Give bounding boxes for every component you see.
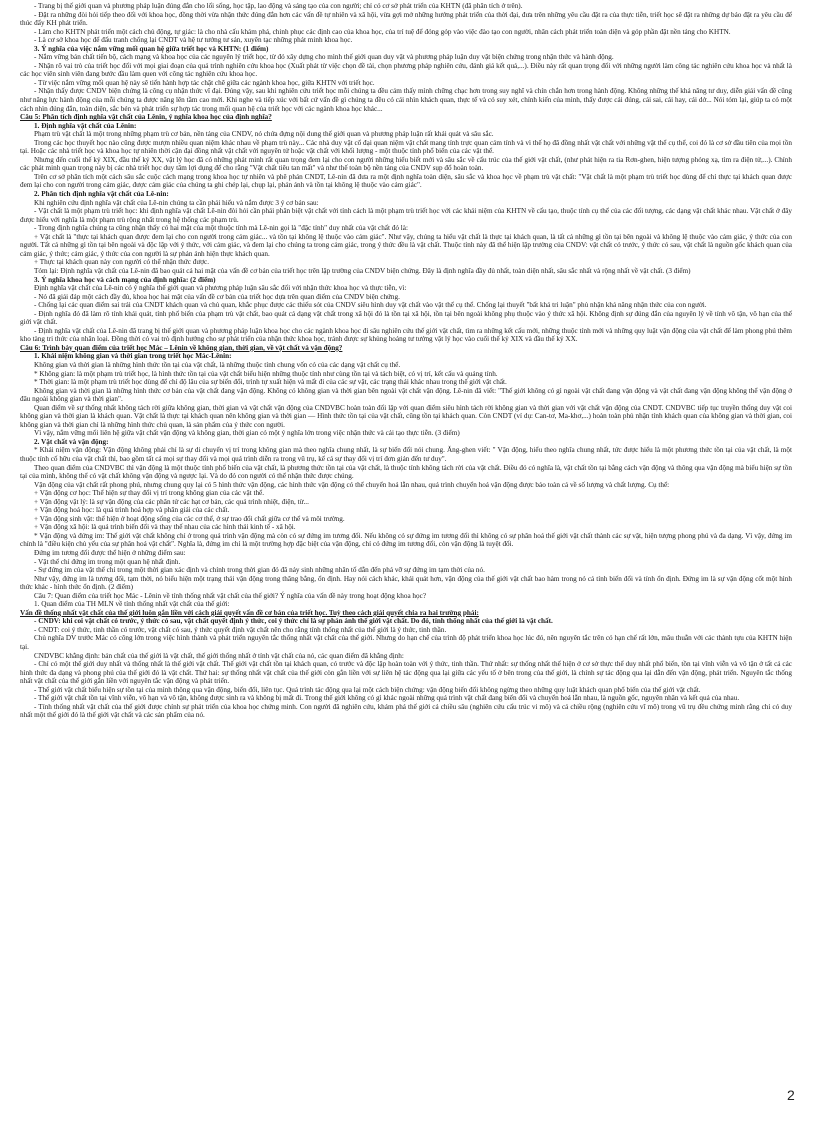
paragraph: Trên cơ sở phân tích một cách sâu sắc cuộc cách mạng trong khoa học tự nhiên và phê phán CNDT, Lê-nin đã đưa ra một định nghĩa toàn diện, sâu sắc và khoa học về phạm trù vật chất: "Vật chất là một phạm trù triết học dùng để chỉ thực tại khách quan được đem lại cho con người trong cảm giác, được cảm giác của chúng ta ghi chép lại, chụp lại, phản ánh và tồn tại không lệ thuộc vào cảm giác". [20, 172, 792, 190]
document-body [20, 2, 792, 720]
paragraph: + Vận động hoá học: là quá trình hoá hợp và phân giải của các chất. [34, 506, 230, 515]
paragraph: - Nó đã giải đáp một cách đầy đủ, khoa học hai mặt của vấn đề cơ bản của triết học dựa trên quan điểm của CNDV biện chứng. [34, 292, 400, 301]
paragraph: Tóm lại: Định nghĩa vật chất của Lê-nin đã bao quát cả hai mặt của vấn đề cơ bản của triết học trên lập trường của CNDV biện chứng. Đây là định nghĩa đầy đủ nhất, toàn diện nhất, sâu sắc nhất và rộng nhất về vật chất. (3 điểm) [34, 266, 691, 275]
paragraph: - Chỉ có một thế giới duy nhất và thống nhất là thế giới vật chất. Thế giới vật chất tồn tại khách quan, có trước và độc lập hoàn toàn với ý thức, tinh thần. Thứ nhất: sự thống nhất thể hiện ở cơ sở thực thể duy nhất phổ biến, tồn tại vĩnh viễn và vô tận ở tất cả các hình thức đa dạng và phong phú của thế giới đó là vật chất. Thứ hai: sự thống nhất vật chất của thế giới còn gắn liền với sự liên hệ tác động qua lại giữa các yếu tố ở bên trong của thế giới, là chính sự tác động qua lại dẫn đến vận động, phát triển. Nguyên tắc thống nhất vật chất của thế giới gắn liền với nguyên tắc vận động và phát triển. [20, 660, 792, 686]
paragraph: - Làm cho KHTN phát triển một cách chủ động, tự giác: là cho nhà cấu khám phá, chinh phục các định cao của khoa học, của trí tuệ để đóng góp vào việc đào tạo con người, nhân cách phát triển toàn diện và góp phần đặt nền tảng cho KHTN. [34, 27, 731, 36]
section-heading: 1. Khái niệm không gian và thời gian trong triết học Mác-Lênin: [34, 352, 232, 361]
paragraph: Vì vậy, nắm vững mối liên hệ giữa vật chất vận động và không gian, thời gian có một ý nghĩa lớn trong việc nhận thức và cải tạo thực tiễn. (3 điểm) [34, 429, 460, 438]
paragraph: Như vậy, đứng im là tương đối, tạm thời, nó biểu hiện một trạng thái vận động trong thăng bằng, ổn định. Hay nói cách khác, khái quát hơn, vận động của thế giới vật chất bao hàm trong nó cả tính biến đổi và tính ổn định. Đứng im là sự vận động cốt một hình thức khác - hình thức ổn định. (2 điểm) [20, 574, 792, 592]
paragraph: - Thế giới vật chất tồn tại vĩnh viễn, vô hạn và vô tận, không được sinh ra và không bị mất đi. Trong thế giới không có gì khác ngoài những quá trình vật chất đang biến đổi và chuyển hoá lẫn nhau, là nguồn gốc, nguyên nhân và kết quả của nhau. [34, 694, 740, 703]
paragraph: Quan điểm về sự thống nhất không tách rời giữa không gian, thời gian và vật chất vận động của CNDVBC hoàn toàn đối lập với quan điểm siêu hình tách rời không gian và thời gian với vật chất vận động của CNDT. CNDVBC tiếp tục truyền thống duy vật coi không gian và thời gian là khách quan. Vật chất là thực tại khách quan nên không gian và thời gian — Hình thức tồn tại của vật chất, cũng tồn tại khách quan. Còn CNDT (ví dụ: Can-tơ, Ma-khơ,...) hoàn toàn phủ nhận tính khách quan của không gian và thời gian, coi không gian và thời gian chỉ là những hình thức chủ quan, là sản phẩm của ý thức con người. [20, 403, 792, 429]
paragraph: - Trong định nghĩa chúng ta cũng nhận thấy có hai mặt của một thuộc tính mà Lê-nin gọi là "đặc tính" duy nhất của vật chất đó là: [34, 224, 408, 233]
paragraph: 1. Quan điểm của TH MLN về tính thống nhất vật chất của thế giới: [34, 600, 230, 609]
paragraph: - Định nghĩa đó đã làm rõ tính khái quát, tính phổ biến của phạm trù vật chất, bao quát cả dạng vật chất trong xã hội đó là tồn tại xã hội, tồn tại bên ngoài không phụ thuộc vào ý thức xã hội. Không định sự đúng đắn của nguyên lý về tính vô tận, vô hạn của thế giới vật chất. [20, 309, 792, 327]
paragraph: + Vận động vật lý: là sự vận động của các phân tử các hạt cơ bản, các quá trình nhiệt, điện, từ... [34, 497, 309, 506]
paragraph: * Khái niệm vận động: Vận động không phải chỉ là sự di chuyển vị trí trong không gian mà theo nghĩa chung nhất, là sự biến đổi nói chung. Ăng-ghen viết: " Vận động, hiểu theo nghĩa chung nhất, tức được hiểu là một phương thức tồn tại của vật chất, là một thuộc tính cố hữu của vật chất thì, bao gồm tất cả mọi sự thay đổi và mọi quá trình diễn ra trong vũ trụ, kể cả sự thay đổi vị trí đơn giản đến tư duy". [20, 446, 792, 463]
paragraph: - Tính thống nhất vật chất của thế giới được chính sự phát triển của khoa học chứng minh. Con người đã nghiên cứu, khám phá thế giới cả chiều sâu (nghiên cứu cấu trúc vi mô) và cả chiều rộng (nghiên cứu vĩ mô) trong vũ trụ đều chứng minh rằng chỉ có duy nhất một thế giới đó là thế giới vật chất và các sản phẩm của nó. [20, 702, 792, 720]
paragraph: - Định nghĩa vật chất của Lê-nin đã trang bị thế giới quan và phương pháp luận khoa học cho các ngành khoa học đi sâu nghiên cứu thế giới vật chất, tìm ra những kết cấu mới, những thuộc tính mới và những quy luật vận động của vật chất để làm phong phú thêm kho tàng tri thức của nhân loại. Đồng thời có vai trò định hướng cho sự phát triển của nhận thức khoa học, tránh được sự khủng hoảng tư tưởng vật lý học vào cuối thế kỷ XIX và đầu thế kỷ XX. [20, 326, 792, 344]
paragraph: Định nghĩa vật chất của Lê-nin có ý nghĩa thế giới quan và phương pháp luận sâu sắc đối với nhận thức khoa học và thực tiễn, vì: [34, 284, 407, 293]
paragraph: Phạm trù vật chất là một trong những phạm trù cơ bản, nền tảng của CNDV, nó chứa đựng nội dung thế giới quan và phương pháp luận rất khái quát và sâu sắc. [34, 130, 494, 139]
paragraph: - Chống lại các quan điểm sai trái của CNDT khách quan và chủ quan, khắc phục được các thiếu sót của CNDV siêu hình duy vật chất vào vật thể cụ thể. Chống lại thuyết "bất khả tri luận" phủ nhận khả năng nhận thức của con người. [34, 301, 707, 310]
question-heading: Câu 6: Trình bày quan điểm của triết học Mác – Lênin về không gian, thời gian, về vật chất và vận động? [20, 343, 343, 352]
paragraph: - Đặt ra những đòi hỏi tiếp theo đối với khoa học, đồng thời vừa nhận thức đúng đắn hơn các vấn đề tự nhiên và xã hội, vừa gợi mở những hướng phát triển của thời đại, đưa trên những yêu cầu đặt ra của thực tiễn, triết học sẽ đặt ra những dự báo đặt ra yêu cầu để thúc đẩy KH phát triển. [20, 10, 792, 28]
paragraph: + Vận động xã hội: là quá trình biến đổi và thay thế nhau của các hình thái kinh tế - xã hội. [34, 523, 296, 532]
section-heading: 3. Ý nghĩa khoa học và cách mạng của định nghĩa: (2 điểm) [34, 275, 216, 284]
paragraph: Khi nghiên cứu định nghĩa vật chất của Lê-nin chúng ta cần phải hiểu và nắm được 3 ý cơ bản sau: [34, 198, 319, 207]
paragraph: - Trang bị thế giới quan và phương pháp luận đúng đắn cho lối sống, học tập, lao động và sáng tạo của con người; chỉ có cơ sở phát triển của KHTN (đã phân tích ở trên). [34, 2, 523, 10]
paragraph: Đứng im tương đối được thể hiện ở những điểm sau: [34, 549, 186, 557]
paragraph: Câu 7: Quan điểm của triết học Mác - Lênin về tính thống nhất vật chất của thế giới? Ý nghĩa của vấn đề này trong hoạt động khoa học? [34, 591, 427, 600]
paragraph: - Sự đứng im của vật thể chỉ trong một thời gian xác định và chính trong thời gian đó đã nảy sinh những nhân tố dẫn đến phá vỡ sự đứng im tạm thời của nó. [34, 566, 485, 575]
paragraph: + Vật chất là "thực tại khách quan được đem lại cho con người trong cảm giác... và tồn tại không lệ thuộc vào cảm giác". Như vậy, chúng ta hiểu vật chất là thực tại khách quan, là tất cả những gì tồn tại bên ngoài và không lệ thuộc vào cảm giác, ý thức của con người. Tất cả những gì tồn tại bên ngoài và độc lập với ý thức, với cảm giác, và đem lại cho chúng ta trong cảm giác, trong ý thức đều là vật chất. Thuộc tính này đã thể hiện lập trường của CNDV: vật chất có trước, ý thức có sau, vật chất là nguồn gốc khách quan của cảm giác, ý thức; cảm giác, ý thức của con người là sự phản ánh hiện thực khách quan. [20, 232, 792, 258]
paragraph: - Vật chất là một phạm trù triết học: khi định nghĩa vật chất Lê-nin đòi hỏi cần phải phân biệt vật chất với tính cách là một phạm trù triết học với các khái niệm của KHTN về cấu tạo, thuộc tính cụ thể của các đối tượng, các dạng vật chất khác nhau. Vật chất ở đây được hiểu với nghĩa là một phạm trù rộng nhất trong hệ thống các phạm trù. [20, 207, 792, 224]
paragraph: - Thế giới vật chất biểu hiện sự tồn tại của mình thông qua vận động, biến đổi, liên tục. Quá trình tác động qua lại một cách biện chứng: vận động biến đổi không ngừng theo những quy luật khách quan phổ biến của thế giới vật chất. [34, 685, 701, 694]
paragraph: - CNDT: coi ý thức, tinh thần có trước, vật chất có sau, ý thức quyết định vật chất nên cho rằng tính thống nhất của thế giới là ý thức, tinh thần. [34, 625, 447, 634]
paragraph: Chủ nghĩa DV trước Mác có công lớn trong việc hình thành và phát triển nguyên tắc thống nhất vật chất của thế giới. Nhưng do hạn chế của trình độ phát triển khoa học lúc đó, nên nguyên tắc trên có hạn chế rất lớn, mâu thuẫn với các thành tựu của KHTN hiện tại. [20, 634, 792, 652]
paragraph: + Vận động cơ học: Thể hiện sự thay đổi vị trí trong không gian của các vật thể. [34, 489, 265, 498]
paragraph: Không gian và thời gian là những hình thức tồn tại của vật chất, là những thuộc tính chung vốn có của các dạng vật chất cụ thể. [34, 360, 401, 369]
question-heading: Vấn đề thống nhất vật chất của thế giới luôn gắn liền với cách giải quyết vấn đề cơ bản của triết học. Tuỳ theo cách giải quyết chia ra hai trường phái: [20, 608, 479, 617]
paragraph: CNDVBC khẳng định: bản chất của thế giới là vật chất, thế giới thống nhất ở tính vật chất của nó, các quan điểm đã khẳng định: [34, 651, 404, 660]
paragraph: - Nhận thấy được CNDV biện chứng là công cụ nhận thức vĩ đại. Đúng vậy, sau khi nghiên cứu triết học mỗi chúng ta đều cảm thấy mình chững chạc hơn trong suy nghĩ và chín chắn hơn trong hành động. Không những thế khả năng tư duy, diễn giải vấn đề cũng như năng lực hành động của mỗi chúng ta được nâng lên tầm cao mới. Khi nghe và tiếp xúc với bất cứ vấn đề gì chúng ta đều có cái nhìn khách quan, thực tế và có suy xét, chính kiến của mình, thấy được cái đúng, cái sai, cái hay, cái dở... Nói tóm lại, giúp ta có một cách nhìn đúng đắn, toàn diện, sắc bén và phát triển sự hợp tác trong mối quan hệ của triết học với các ngành khoa học khác... [20, 87, 792, 113]
paragraph: + Thực tại khách quan này con người có thể nhận thức được. [34, 258, 209, 267]
section-heading: 3. Ý nghĩa của việc nắm vững mối quan hệ giữa triết học và KHTN: (1 điểm) [34, 44, 269, 53]
section-heading: 2. Phân tích định nghĩa vật chất của Lê-nin: [34, 190, 169, 199]
paragraph: * Không gian: là một phạm trù triết học, là hình thức tồn tại của vật chất biểu hiện những thuộc tính như cùng tồn tại và tách biệt, có vị trí, kết cấu và quảng tính. [34, 369, 498, 378]
paragraph: Vận động của vật chất rất phong phú, nhưng chung quy lại có 5 hình thức vận động, các hình thức vận động có thể chuyển hoá lẫn nhau, quá trình chuyển hoá vận động được bảo toàn cả về số lượng và chất lượng. Cụ thể: [34, 480, 670, 489]
paragraph: - Vật thể chỉ đứng im trong một quan hệ nhất định. [34, 557, 181, 566]
paragraph: - Từ việc nắm vững mối quan hệ này sẽ tiến hành hợp tác chặt chẽ giữa các ngành khoa học, giữa KHTN với triết học. [34, 78, 375, 87]
paragraph: * Vận động và đứng im: Thế giới vật chất không chỉ ở trong quá trình vận động mà còn có sự đứng im tương đối. Nếu không có sự đứng im tương đối thì không có sự phân hoá thế giới vật chất thành các sự vật, hiện tượng phong phú và đa dạng. Vì vậy, đứng im chính là "điều kiện chủ yếu của sự phân hoá vật chất". Nghĩa là, đứng im chỉ là một trường hợp đặc biệt của vận động, chỉ có đứng im tương đối, còn vận động là tuyệt đối. [20, 531, 792, 549]
paragraph: Nhưng đến cuối thế kỷ XIX, đầu thế kỷ XX, vật lý học đã có những phát minh rất quan trọng đem lại cho con người những hiểu biết mới và sâu sắc về cấu trúc của thế giới vật chất, (như phát hiện ra tia Rơn-ghen, hiện tượng phóng xạ, tìm ra điện tử,...). Chính các phát minh quan trọng này bị các nhà triết học duy tâm lợi dụng để cho rằng "Vật chất tiêu tan mất" và như thế toàn bộ nền tảng của CNDV sụp đổ hoàn toàn. [20, 155, 792, 173]
paragraph: - Nhận rõ vai trò của triết học đối với mọi giai đoạn của quá trình nghiên cứu khoa học (Xuất phát từ việc chọn đề tài, chọn phương pháp nghiên cứu, đánh giá kết quả,...). Điều này rất quan trọng đối với những người làm công tác nghiên cứu khoa học và nhất là các học viên sinh viên đang bước đầu làm quen với công tác nghiên cứu khoa học. [20, 61, 792, 79]
paragraph: Theo quan điểm của CNDVBC thì vận động là một thuộc tính phổ biến của vật chất, là phương thức tồn tại của vật chất, là thuộc tính không tách rời của vật chất. Điều đó có nghĩa là, vật chất tồn tại bằng cách vận động và thông qua vận động mà biểu hiện sự tồn tại của mình, không thể có vật chất không vận động và ngược lại. Và do đó con người có thể nhận thức được chúng. [20, 463, 792, 481]
paragraph: + Vận động sinh vật: thể hiện ở hoạt động sống của các cơ thể, ở sự trao đổi chất giữa cơ thể và môi trường. [34, 514, 345, 523]
question-heading: Câu 5: Phân tích định nghĩa vật chất của Lênin, ý nghĩa khoa học của định nghĩa? [20, 113, 272, 122]
paragraph: * Thời gian: là một phạm trù triết học dùng để chỉ độ lâu của sự biến đổi, trình tự xuất hiện và mất đi của các sự vật, các trạng thái khác nhau trong thế giới vật chất. [34, 378, 507, 387]
section-heading: - CNDV: khi coi vật chất có trước, ý thức có sau, vật chất quyết định ý thức, coi ý thức chỉ là sự phản ánh thế giới vật chất. Do đó, tính thống nhất của thế giới là vật chất. [34, 617, 553, 626]
page-number: 2 [787, 1087, 795, 1103]
section-heading: 2. Vật chất và vận động: [34, 437, 109, 446]
paragraph: Không gian và thời gian là những hình thức cơ bản của vật chất đang vận động. Không có không gian và thời gian bên ngoài vật chất vận động. Lê-nin đã viết: "Thế giới không có gì ngoài vật chất đang vận động và vật chất đang vận động không thể vận động ở đâu ngoài không gian và thời gian". [20, 386, 792, 404]
paragraph: Trong các học thuyết học nào cũng được mượn nhiều quan niệm khác nhau về phạm trù này... Các nhà duy vật cổ đại quan niệm vật chất mang tính trực quan cảm tính và vì thế họ đã đồng nhất vật chất với những vật thể cụ thể, coi đó là cơ sở đầu tiên của mọi tồn tại. Hoặc các nhà triết học và khoa học tự nhiên thời cận đại đồng nhất vật chất với nguyên tử hoặc vật chất với khối lượng - một thuộc tính phổ biến của các vật thể. [20, 138, 792, 156]
section-heading: 1. Định nghĩa vật chất của Lênin: [34, 121, 137, 130]
paragraph: - Nắm vững bản chất tiến bộ, cách mạng và khoa học của các nguyên lý triết học, từ đó xây dựng cho mình thế giới quan duy vật và phương pháp luận duy vật biện chứng trong nhận thức và hành động. [34, 53, 614, 62]
paragraph: - Là cơ sở khoa học để đấu tranh chống lại CNDT và hệ tư tưởng tư sản, xuyên tạc những phát minh khoa học. [34, 36, 353, 45]
